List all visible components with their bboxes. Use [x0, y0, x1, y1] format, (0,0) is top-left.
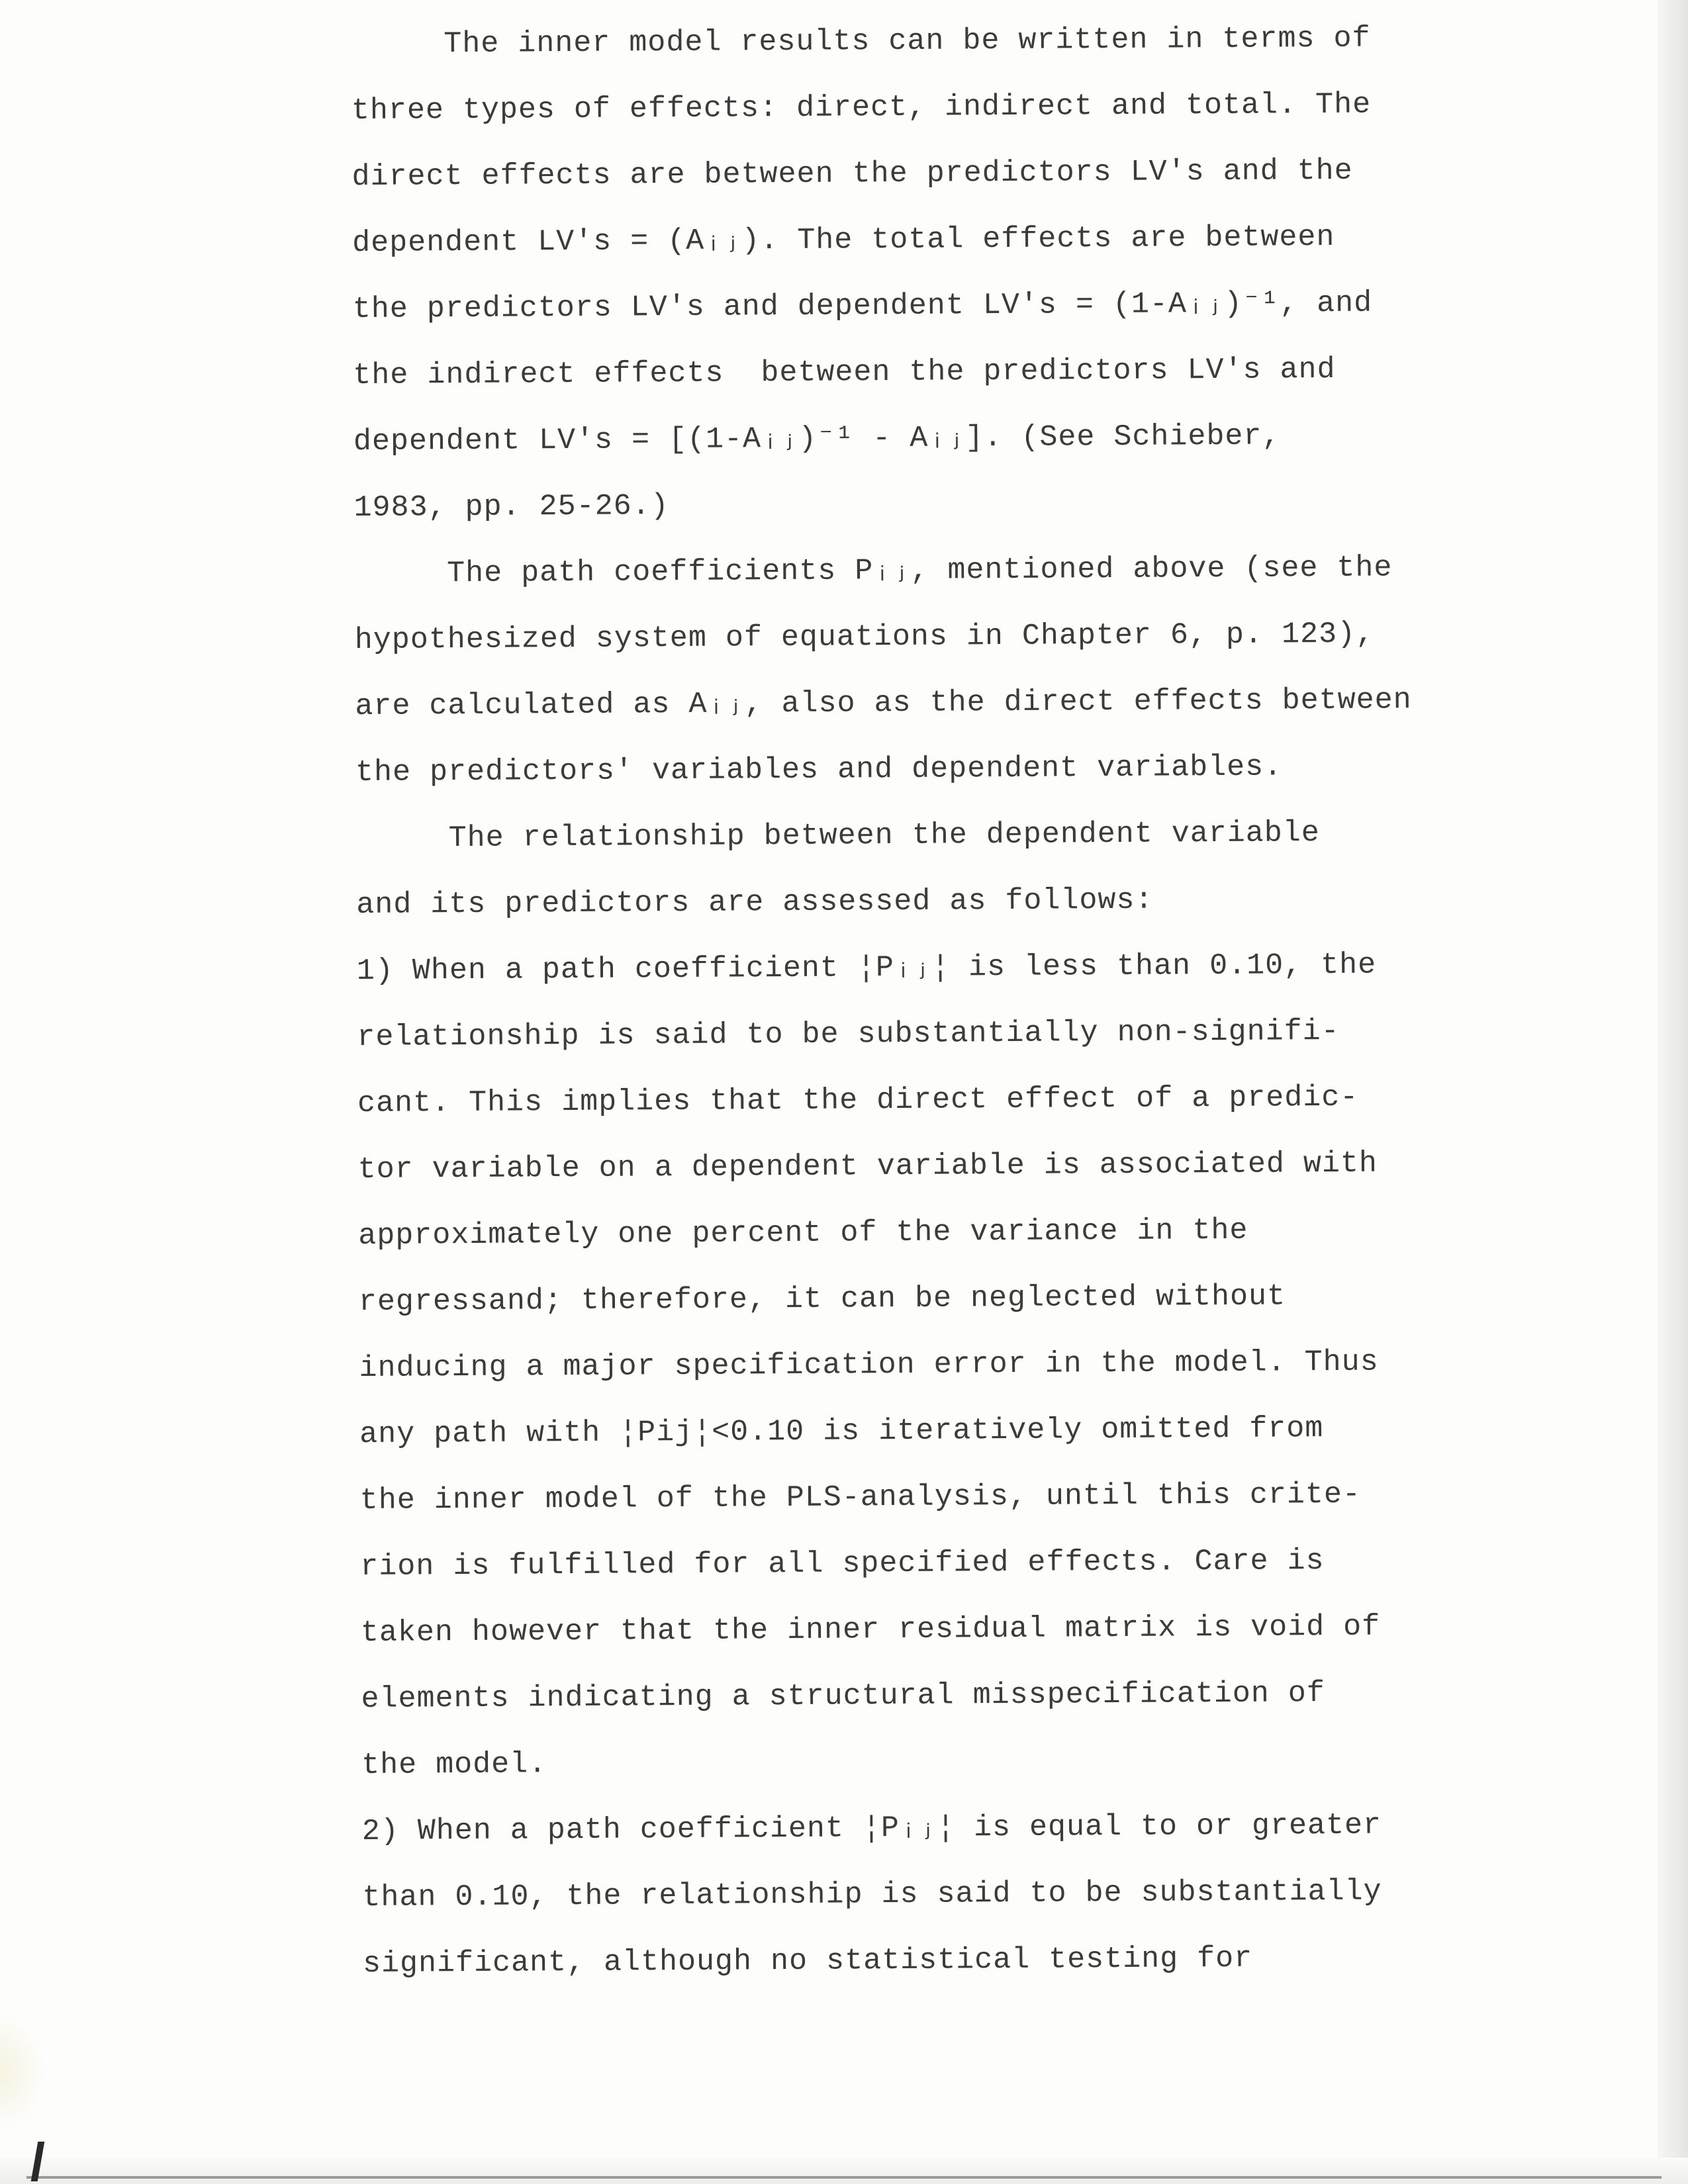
- text-line: 1) When a path coefficient ¦Pᵢⱼ¦ is less than 0.10, the: [356, 948, 1377, 988]
- text-line: the indirect effects between the predictors LV's and: [353, 352, 1336, 392]
- text-line: The relationship between the dependent variable: [355, 816, 1320, 856]
- text-line: cant. This implies that the direct effect of a predic-: [357, 1080, 1359, 1120]
- text-line: any path with ¦Pij¦<0.10 is iteratively omitted from: [359, 1412, 1324, 1451]
- scan-bottom-rule: [26, 2176, 1662, 2179]
- text-line: three types of effects: direct, indirect and total. The: [351, 87, 1372, 128]
- text-line: dependent LV's = (Aᵢⱼ). The total effects are between: [352, 220, 1335, 260]
- body-text: [351, 5, 1523, 1981]
- text-line: 1983, pp. 25-26.): [353, 489, 669, 525]
- text-line: than 0.10, the relationship is said to be substantially: [362, 1874, 1382, 1915]
- text-line: and its predictors are assessed as follows:: [356, 883, 1154, 922]
- text-line: regressand; therefore, it can be neglected without: [358, 1279, 1286, 1319]
- text-line: are calculated as Aᵢⱼ, also as the direct effects between: [355, 683, 1412, 723]
- text-line: the inner model of the PLS-analysis, until this crite-: [359, 1477, 1362, 1518]
- text-line: inducing a major specification error in the model. Thus: [359, 1345, 1379, 1385]
- text-line: direct effects are between the predictors LV's and the: [352, 154, 1353, 194]
- text-line: the predictors LV's and dependent LV's = (1-Aᵢⱼ)⁻¹, and: [352, 286, 1373, 326]
- text-line: rion is fulfilled for all specified effects. Care is: [360, 1544, 1325, 1584]
- scan-bottom-edge: [0, 2158, 1688, 2184]
- text-line: The path coefficients Pᵢⱼ, mentioned above (see the: [354, 551, 1393, 591]
- text-line: dependent LV's = [(1-Aᵢⱼ)⁻¹ - Aᵢⱼ]. (See Schieber,: [353, 419, 1281, 459]
- text-line: tor variable on a dependent variable is associated with: [357, 1146, 1378, 1187]
- text-line: approximately one percent of the variance in the: [358, 1213, 1248, 1253]
- text-line: the predictors' variables and dependent variables.: [355, 750, 1283, 790]
- text-line: taken however that the inner residual matrix is void of: [360, 1610, 1381, 1650]
- text-line: hypothesized system of equations in Chapter 6, p. 123),: [354, 617, 1375, 657]
- text-line: 2) When a path coefficient ¦Pᵢⱼ¦ is equal to or greater: [361, 1808, 1382, 1848]
- scan-page-edge-shadow: [1658, 0, 1688, 2184]
- text-line: the model.: [361, 1747, 547, 1782]
- text-line: significant, although no statistical testing for: [362, 1941, 1253, 1981]
- text-line: relationship is said to be substantially non-signifi-: [357, 1014, 1340, 1054]
- text-line: elements indicating a structural misspecification of: [361, 1676, 1325, 1716]
- text-line: The inner model results can be written in terms of: [351, 21, 1371, 62]
- paper-stain: [0, 2012, 46, 2131]
